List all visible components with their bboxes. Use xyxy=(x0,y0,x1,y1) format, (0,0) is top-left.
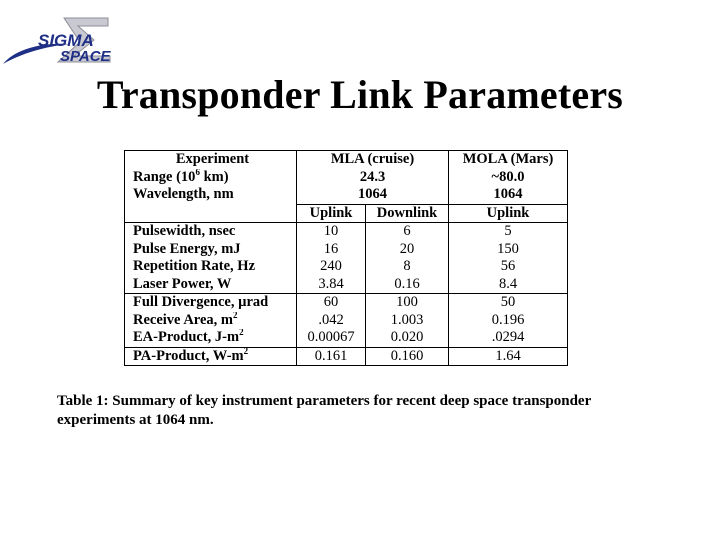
mla-downlink-value: 8 xyxy=(366,258,449,276)
mola-uplink-value: 50 xyxy=(449,294,568,312)
slide-title: Transponder Link Parameters xyxy=(96,72,624,117)
mla-uplink-value: 3.84 xyxy=(297,276,366,294)
row-label: PA-Product, $W-m^2$ xyxy=(125,347,297,366)
mla-uplink-value: .042 xyxy=(297,312,366,330)
row-label: Repetition Rate, Hz xyxy=(125,258,297,276)
row-label: Full Divergence, µrad xyxy=(125,294,297,312)
mla-downlink-value: 100 xyxy=(366,294,449,312)
mla-uplink-value: 240 xyxy=(297,258,366,276)
table-caption: Table 1: Summary of key instrument parameters for recent deep space transponder experiments at 1064 nm. xyxy=(57,393,591,428)
experiment-header: Experiment xyxy=(125,151,297,169)
range-mola: ~80.0 xyxy=(449,169,568,187)
mla-downlink-value: 6 xyxy=(366,223,449,241)
mola-uplink-header: Uplink xyxy=(449,204,568,223)
mola-uplink-value: 8.4 xyxy=(449,276,568,294)
mola-uplink-value: 150 xyxy=(449,241,568,259)
mola-uplink-value: 5 xyxy=(449,223,568,241)
row-label: Receive Area, $m^2$ xyxy=(125,312,297,330)
mla-downlink-value: 0.160 xyxy=(366,347,449,366)
uplink-header: Uplink xyxy=(297,204,366,223)
table-row xyxy=(125,294,568,312)
row-label: Pulsewidth, nsec xyxy=(125,223,297,241)
mola-uplink-value: 0.196 xyxy=(449,312,568,330)
empty-cell xyxy=(125,204,297,223)
table-row xyxy=(125,241,568,259)
row-label: EA-Product, $J-m^2$ xyxy=(125,329,297,347)
wavelength-mla: 1064 xyxy=(297,186,449,204)
svg-text:SPACE: SPACE xyxy=(60,48,111,64)
wavelength-mola: 1064 xyxy=(449,186,568,204)
mla-uplink-value: 0.161 xyxy=(297,347,366,366)
wavelength-label: Wavelength, nm xyxy=(125,186,297,204)
table-row xyxy=(125,329,568,347)
row-label: Pulse Energy, mJ xyxy=(125,241,297,259)
mola-uplink-value: .0294 xyxy=(449,329,568,347)
mla-uplink-value: 60 xyxy=(297,294,366,312)
downlink-header: Downlink xyxy=(366,204,449,223)
mla-downlink-value: 1.003 xyxy=(366,312,449,330)
table-row xyxy=(125,204,568,223)
svg-text:SIGMA: SIGMA xyxy=(38,31,94,50)
sigma-space-logo xyxy=(0,14,150,64)
mla-downlink-value: 0.020 xyxy=(366,329,449,347)
table-row xyxy=(125,186,568,204)
row-label: Laser Power, W xyxy=(125,276,297,294)
table-row xyxy=(125,151,568,169)
mla-downlink-value: 0.16 xyxy=(366,276,449,294)
mla-uplink-value: 10 xyxy=(297,223,366,241)
range-mla: 24.3 xyxy=(297,169,449,187)
mola-header: MOLA (Mars) xyxy=(449,151,568,169)
mla-downlink-value: 20 xyxy=(366,241,449,259)
mla-uplink-value: 0.00067 xyxy=(297,329,366,347)
mla-uplink-value: 16 xyxy=(297,241,366,259)
table-row xyxy=(125,169,568,187)
table-row xyxy=(125,223,568,241)
parameters-table xyxy=(124,150,568,366)
table-row xyxy=(125,347,568,366)
table-row xyxy=(125,312,568,330)
range-label: Range ($10^6$ km) xyxy=(125,169,297,187)
mola-uplink-value: 56 xyxy=(449,258,568,276)
table-row xyxy=(125,276,568,294)
mla-header: MLA (cruise) xyxy=(297,151,449,169)
mola-uplink-value: 1.64 xyxy=(449,347,568,366)
table-row xyxy=(125,258,568,276)
